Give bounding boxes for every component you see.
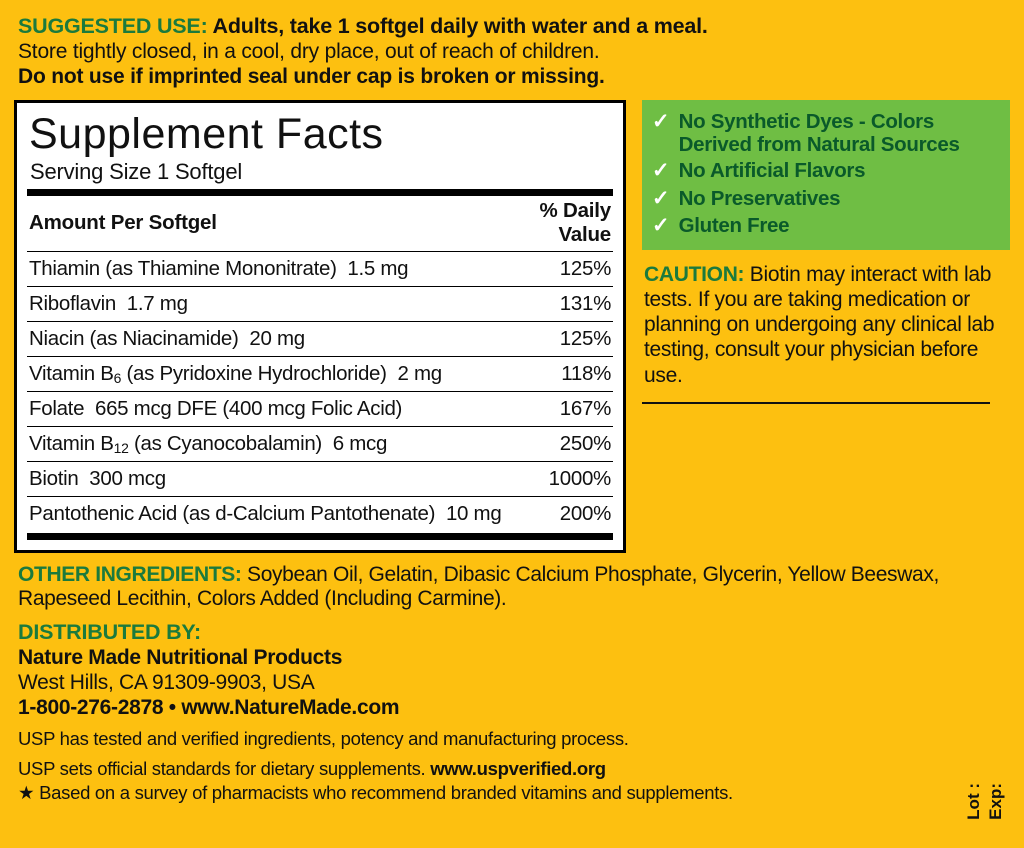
suggested-use-label: SUGGESTED USE: (18, 14, 208, 38)
nutrient-name: Pantothenic Acid (as d-Calcium Pantothenate) 10 mg (27, 496, 513, 531)
claim-label: No Synthetic Dyes - Colors Derived from Natural Sources (678, 109, 960, 157)
other-ingredients-label: OTHER INGREDIENTS: (18, 562, 242, 586)
caution-label: CAUTION: (644, 262, 745, 286)
facts-bottom-rule (27, 533, 613, 540)
nutrient-dv: 131% (513, 286, 613, 321)
table-row (27, 251, 613, 286)
usp-statement-1: USP has tested and verified ingredients, potency and manufacturing process. (18, 728, 629, 750)
other-ingredients-text: Soybean Oil, Gelatin, Dibasic Calcium Phosphate, Glycerin, Yellow Beeswax, Rapeseed Lecithin, Colors Added (Including Carmine). (18, 562, 939, 611)
nutrient-name: Thiamin (as Thiamine Mononitrate) 1.5 mg (27, 251, 513, 286)
table-row (27, 286, 613, 321)
main-columns (14, 100, 1010, 553)
nutrient-name: Riboflavin 1.7 mg (27, 286, 513, 321)
nutrient-dv: 250% (513, 426, 613, 461)
caution-divider (642, 402, 990, 404)
check-icon: ✓ (652, 109, 670, 133)
check-icon: ✓ (652, 159, 670, 183)
caution-text: Biotin may interact with lab tests. If you are taking medication or planning on undergoing any clinical lab testing, consult your physician before use. (644, 262, 995, 387)
supplement-facts-panel (14, 100, 626, 553)
usp-statement-2-text: USP sets official standards for dietary supplements. (18, 758, 431, 780)
claims-box (642, 100, 1010, 250)
lot-exp-block (964, 783, 1006, 820)
nutrient-name: Vitamin $B_6$ (as Pyridoxine Hydrochloride) 2 mg (27, 356, 513, 391)
distributor-name: Nature Made Nutritional Products (18, 646, 343, 670)
table-row (27, 391, 613, 426)
supplement-facts-title: Supplement Facts (29, 109, 384, 158)
suggested-use-block (18, 14, 1010, 90)
check-icon: ✓ (652, 186, 670, 210)
exp-label: Exp: (986, 783, 1005, 820)
column-header-dv: % Daily Value (539, 198, 611, 246)
table-header-row (27, 196, 613, 252)
list-item (652, 110, 998, 157)
nutrient-dv: 167% (513, 391, 613, 426)
nutrient-name: Vitamin $B_{12}$ (as Cyanocobalamin) 6 mcg (27, 426, 513, 461)
usp-link[interactable]: www.uspverified.org (430, 758, 606, 780)
list-item (652, 187, 998, 211)
seal-warning: Do not use if imprinted seal under cap is broken or missing. (18, 65, 605, 89)
usp-statement-2 (18, 757, 1010, 780)
list-item (652, 214, 998, 238)
suggested-use-line (18, 14, 1010, 39)
nutrient-name: Biotin 300 mcg (27, 461, 513, 496)
nutrient-dv: 125% (513, 251, 613, 286)
serving-size: Serving Size 1 Softgel (30, 158, 243, 184)
distributor-contact: 1-800-276-2878 • www.NatureMade.com (18, 696, 400, 720)
claim-label: No Artificial Flavors (678, 159, 866, 183)
suggested-use-directions: Adults, take 1 softgel daily with water and a meal. (207, 14, 708, 38)
table-row (27, 426, 613, 461)
pharmacist-survey-note: ★ Based on a survey of pharmacists who recommend branded vitamins and supplements. (18, 782, 733, 804)
lot-label: Lot : (964, 783, 983, 820)
claim-label: No Preservatives (678, 186, 841, 210)
nutrient-dv: 125% (513, 321, 613, 356)
table-row (27, 461, 613, 496)
nutrient-name: Niacin (as Niacinamide) 20 mg (27, 321, 513, 356)
caution-block (642, 262, 1010, 388)
list-item (652, 159, 998, 183)
distributed-by-label: DISTRIBUTED BY: (18, 620, 201, 645)
distributor-address: West Hills, CA 91309-9903, USA (18, 671, 315, 695)
bottom-block (18, 563, 1010, 805)
left-column (14, 100, 626, 553)
column-header-amount: Amount Per Softgel (29, 210, 217, 234)
right-column (642, 100, 1010, 404)
table-row (27, 321, 613, 356)
check-icon: ✓ (652, 213, 670, 237)
storage-instructions: Store tightly closed, in a cool, dry place, out of reach of children. (18, 39, 600, 63)
nutrient-dv: 118% (513, 356, 613, 391)
other-ingredients-block (18, 563, 1010, 613)
facts-top-rule (27, 189, 613, 196)
claim-label: Gluten Free (678, 213, 790, 237)
table-row (27, 356, 613, 391)
nutrient-name: Folate 665 mcg DFE (400 mcg Folic Acid) (27, 391, 513, 426)
supplement-facts-table (27, 196, 613, 531)
nutrient-dv: 200% (513, 496, 613, 531)
nutrient-dv: 1000% (513, 461, 613, 496)
table-row (27, 496, 613, 531)
